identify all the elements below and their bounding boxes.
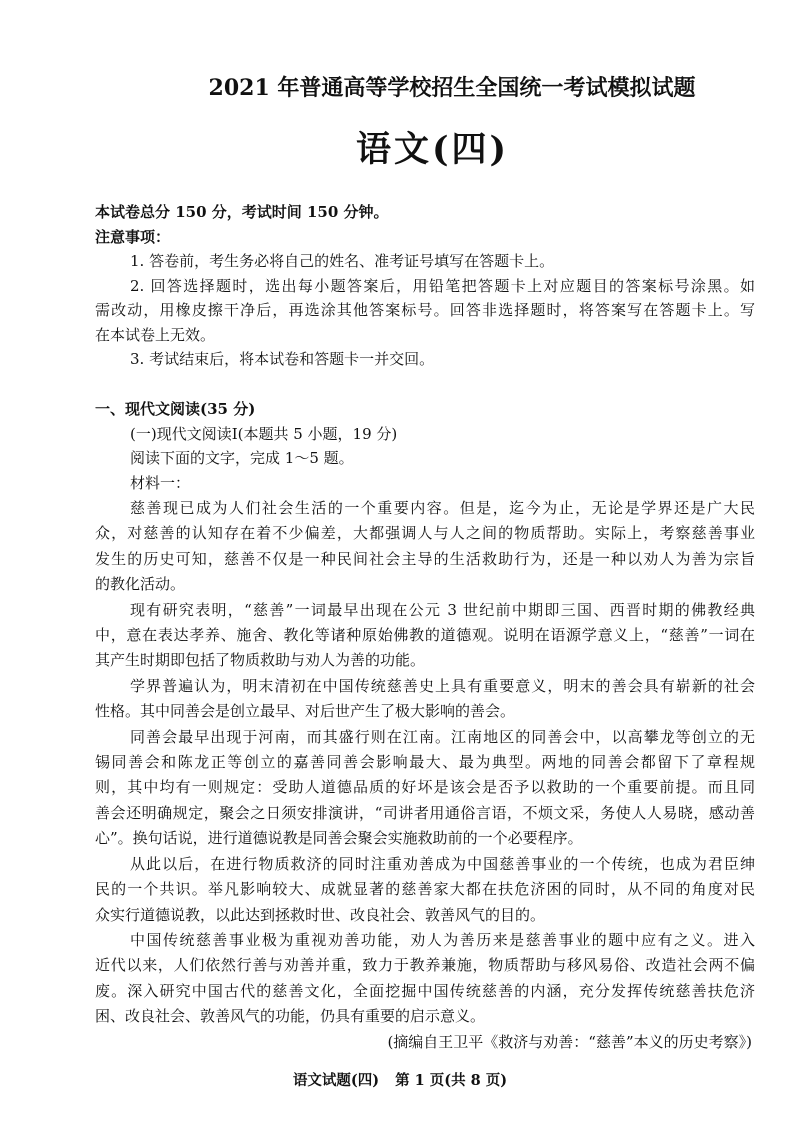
paragraph-line: 性格。其中同善会是创立最早、对后世产生了极大影响的善会。	[95, 702, 516, 721]
note-item-2-line: 2. 回答选择题时，选出每小题答案后，用铅笔把答题卡上对应题目的答案标号涂黑。如	[130, 276, 755, 295]
material-text	[95, 496, 755, 1055]
note-item-3: 3. 考试结束后，将本试卷和答题卡一并交回。	[130, 350, 435, 368]
material-paragraph	[95, 496, 755, 598]
section-header	[95, 397, 755, 496]
reading-instruction: 阅读下面的文字，完成 1～5 题。	[130, 449, 354, 468]
material-source: (摘编自王卫平《救济与劝善：“慈善”本义的历史考察》)	[387, 1032, 752, 1051]
page-footer	[197, 1069, 603, 1093]
paragraph-line: 慈善现已成为人们社会生活的一个重要内容。但是，迄今为止，无论是学界还是广大民	[130, 499, 755, 517]
paragraph-line: 中，意在表达孝养、施舍、教化等诸种原始佛教的道德观。说明在语源学意义上，“慈善”一词在	[95, 626, 755, 645]
note-item-2-line: 需改动，用橡皮擦干净后，再选涂其他答案标号。回答非选择题时，将答案写在答题卡上。写	[95, 301, 755, 319]
paragraph-line: 心”。换句话说，进行道德说教是同善会聚会实施救助前的一个必要程序。	[95, 829, 583, 848]
paragraph-line: 中国传统慈善事业极为重视劝善功能，劝人为善历来是慈善事业的题中应有之义。进入	[130, 930, 755, 949]
paragraph-line: 现有研究表明，“慈善”一词最早出现在公元 3 世纪前中期即三国、西晋时期的佛教经典	[130, 600, 755, 619]
paragraph-line: 的教化活动。	[95, 575, 186, 594]
material-paragraph	[95, 598, 755, 674]
paragraph-line: 近代以来，人们依然行善与劝善并重，致力于教养兼施，物质帮助与移风易俗、改造社会两不偏	[95, 956, 755, 975]
paragraph-line: 废。深入研究中国古代的慈善文化，全面挖掘中国传统慈善的内涵，充分发挥传统慈善扶危济	[95, 981, 755, 1000]
paragraph-line: 学界普遍认为，明末清初在中国传统慈善史上具有重要意义，明末的善会具有崭新的社会	[130, 676, 755, 695]
exam-title: 2021 年普通高等学校招生全国统一考试模拟试题	[208, 75, 696, 101]
exam-notes	[95, 200, 755, 372]
score-time-info: 本试卷总分 150 分，考试时间 150 分钟。	[95, 203, 389, 221]
note-item-1: 1. 答卷前，考生务必将自己的姓名、准考证号填写在答题卡上。	[130, 252, 555, 270]
paragraph-line: 其产生时期即包括了物质救助与劝人为善的功能。	[95, 651, 426, 670]
footer-subject: 语文试题(四)	[292, 1072, 380, 1089]
material-label: 材料一：	[130, 474, 191, 493]
paragraph-line: 同善会最早出现于河南，而其盛行则在江南。江南地区的同善会中，以高攀龙等创立的无	[130, 727, 755, 746]
material-paragraph	[95, 674, 755, 725]
note-item-2-line: 在本试卷上无效。	[95, 325, 216, 344]
paragraph-line: 众，对慈善的认知存在着不少偏差，大都强调人与人之间的物质帮助。实际上，考察慈善事业	[95, 524, 755, 543]
material-paragraph	[95, 852, 755, 928]
paragraph-line: 善会还明确规定，聚会之日须安排演讲，“司讲者用通俗言语，不烦文采，务使人人易晓，感动善	[95, 803, 755, 822]
paragraph-line: 众实行道德说教，以此达到拯救时世、改良社会、敦善风气的目的。	[95, 905, 546, 924]
paragraph-line: 民的一个共识。举凡影响较大、成就显著的慈善家大都在扶危济困的同时，从不同的角度对民	[95, 880, 755, 899]
notes-heading: 注意事项：	[95, 227, 171, 246]
paragraph-line: 困、改良社会、敦善风气的功能，仍具有重要的启示意义。	[95, 1007, 486, 1026]
section-heading: 一、现代文阅读(35 分)	[95, 400, 256, 418]
paragraph-line: 从此以后，在进行物质救济的同时注重劝善成为中国慈善事业的一个传统，也成为君臣绅	[130, 854, 755, 873]
paragraph-line: 锡同善会和陈龙正等创立的嘉善同善会影响最大、最为典型。两地的同善会都留下了章程规	[95, 753, 755, 772]
material-paragraph	[95, 725, 755, 852]
footer-page-number: 第 1 页(共 8 页)	[395, 1072, 508, 1089]
paragraph-line: 发生的历史可知，慈善不仅是一种民间社会主导的生活救助行为，还是一种以劝人为善为宗旨	[95, 549, 755, 568]
part-heading: (一)现代文阅读Ⅰ(本题共 5 小题，19 分)	[130, 424, 398, 443]
paragraph-line: 则，其中均有一则规定：受助人道德品质的好坏是该会是否予以救助的一个重要前提。而且同	[95, 778, 755, 797]
material-paragraph	[95, 928, 755, 1030]
subject-title: 语文(四)	[355, 129, 510, 170]
